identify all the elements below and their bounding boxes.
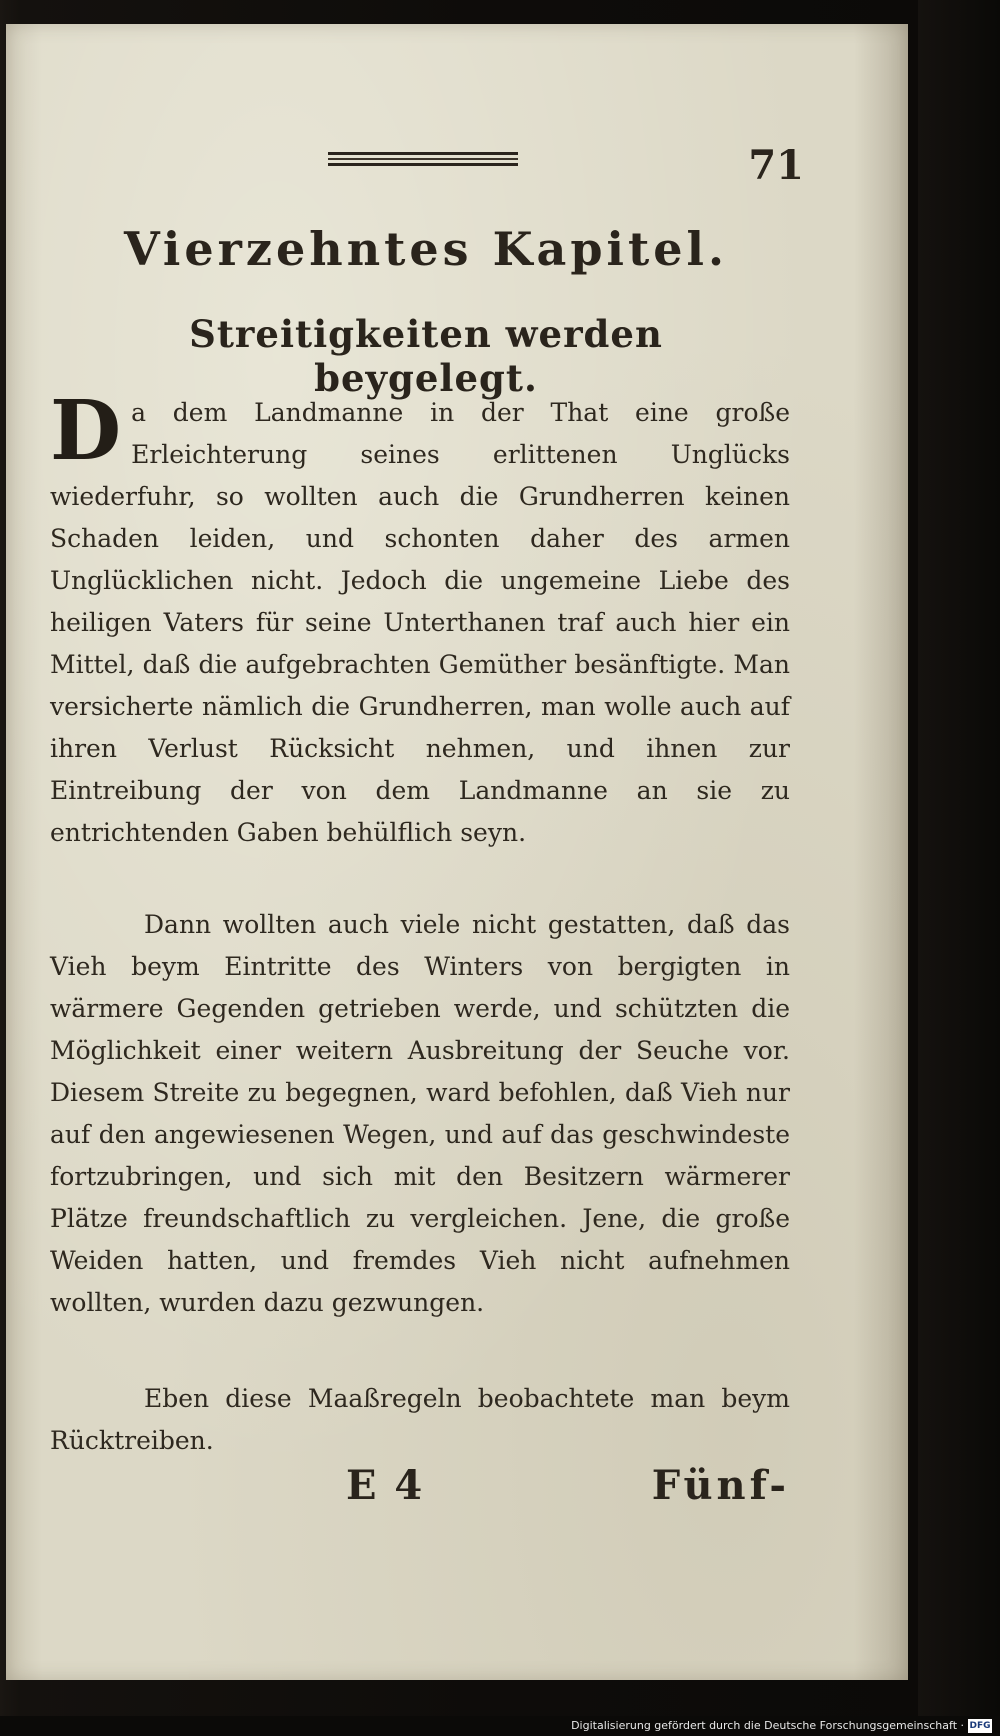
book-spine: [918, 0, 1000, 1736]
header-ornament-rule: [328, 152, 518, 166]
chapter-title: Vierzehntes Kapitel.: [124, 222, 728, 276]
paragraph-2: Dann wollten auch viele nicht gestatten, daß das Vieh beym Eintritte des Winters von bergigten in wärmere Gegenden getrieben werde, und schützten die Möglichkeit einer weitern Ausbreitung der Seuche vor. Diesem Streite zu begegnen, ward befohlen, daß Vieh nur auf den angewiesenen Wegen, und auf das geschwindeste fortzubringen, und sich mit den Besitzern wärmerer Plätze freundschaftlich zu vergleichen. Jene, die große Weiden hatten, und fremdes Vieh nicht aufnehmen wollten, wurden dazu gezwungen.: [50, 910, 790, 1317]
digitization-credit: Digitalisierung gefördert durch die Deutsche Forschungsgemeinschaft ·: [571, 1719, 964, 1732]
page-footer-line: [50, 1462, 790, 1522]
paragraph-1-text: a dem Landmanne in der That eine große Erleichterung seines erlittenen Unglücks wiederfuhr, so wollten auch die Grundherren keinen Schaden leiden, und schonten daher des armen Unglücklichen nicht. Jedoch die ungemeine Liebe des heiligen Vaters für seine Unterthanen traf auch hier ein Mittel, daß die aufgebrachten Gemüther besänftigte. Man versicherte nämlich die Grundherren, man wolle auch auf ihren Verlust Rücksicht nehmen, und ihnen zur Eintreibung der von dem Landmanne an sie zu entrichtenden Gaben behülflich seyn.: [50, 398, 790, 847]
chapter-subtitle: Streitigkeiten werden beygelegt.: [189, 312, 663, 400]
signature-mark: E 4: [346, 1462, 425, 1509]
catchword: Fünf-: [651, 1462, 790, 1509]
page-number: 71: [748, 142, 804, 189]
drop-cap-initial: D: [50, 383, 122, 479]
paragraph-1: [50, 383, 790, 854]
book-page: [6, 24, 908, 1680]
paragraph-3: Eben diese Maaßregeln beobachtete man beym Rücktreiben.: [50, 1384, 790, 1455]
dfg-logo: DFG: [969, 1721, 991, 1731]
